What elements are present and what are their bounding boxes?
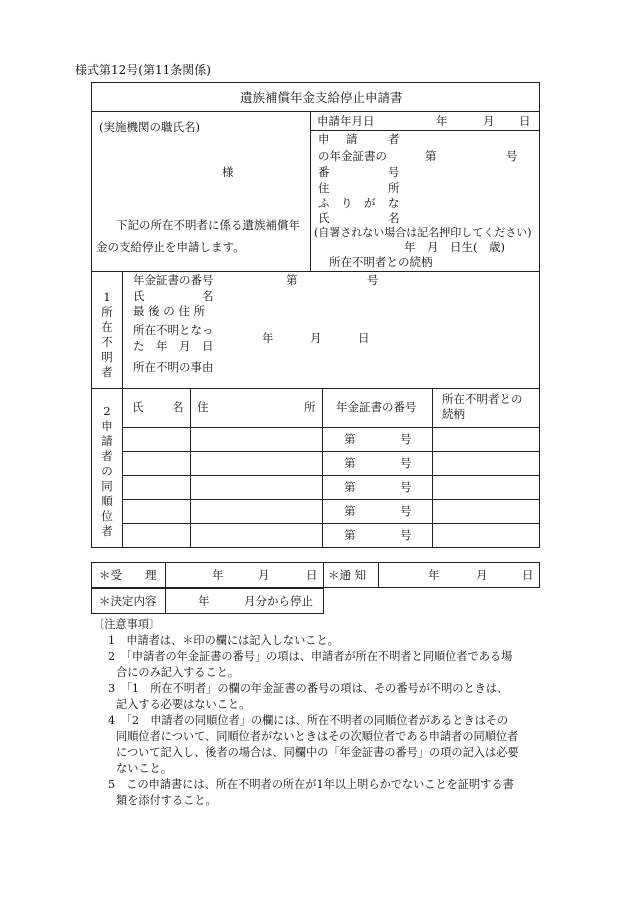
line-sec1-bottom [91,388,540,389]
missing-reason-label: 所在不明の事由 [133,360,214,374]
note-line: 3 「1 所在不明者」の欄の年金証書の番号の項は、その番号が不明のときは、 [108,682,509,695]
missing-name-1: 氏 [133,289,145,303]
missing-last-address-label: 最 後 の 住 所 [133,304,206,318]
notes-heading: 〔注意事項〕 [93,618,161,631]
relation-to-missing-label: 所在不明者との続柄 [329,255,433,269]
applicant-cert-go: 号 [506,149,518,163]
note-line: 4 「2 申請者の同順位者」の欄には、所在不明者の同順位者があるときはその [108,714,509,727]
sec2-row1-dai: 第 [344,432,356,446]
applicant-address-2: 所 [388,181,400,195]
section2-label: 2 申請者の同順位者 [101,404,113,538]
notified-label: ＊通 知 [328,568,367,582]
sec2-row-line-4 [122,499,540,500]
office-receipt-div-2 [323,562,324,588]
section1-label: 1 所在不明者 [101,290,113,379]
line-top-divider [310,111,311,271]
application-date-day: 日 [519,114,531,128]
note-line: 合にのみ記入すること。 [116,666,240,679]
received-label: ＊受 理 [99,568,157,582]
sama-label: 様 [222,165,234,179]
office-receipt-div-3 [378,562,379,588]
sec2-row4-go: 号 [400,504,412,518]
missing-cert-label: 年金証書の番号 [133,273,214,287]
application-date-year: 年 [436,114,448,128]
notified-year: 年 [428,568,440,582]
decision-label: ＊決定内容 [99,594,157,608]
applicant-name-1: 氏 [318,211,330,225]
received-year: 年 [212,568,224,582]
applicant-cert-dai: 第 [425,149,437,163]
sec2-row4-dai: 第 [344,504,356,518]
note-line: 1 申請者は、＊印の欄には記入しないこと。 [108,634,339,647]
notified-month: 月 [476,568,488,582]
line-date-bottom [310,130,540,131]
form-title: 遺族補償年金支給停止申請書 [240,90,403,105]
line-title-bottom [91,111,540,112]
applicant-label-2: 請 [346,132,358,146]
sec2-row-line-1 [122,427,540,428]
missing-date-label-1: 所在不明となっ [133,323,214,337]
sec2-row2-go: 号 [400,456,412,470]
missing-cert-go: 号 [367,273,379,287]
applicant-furigana-4: な [388,196,400,210]
decision-div [165,588,166,614]
received-day: 日 [306,568,318,582]
notified-day: 日 [522,568,534,582]
sec2-row-line-2 [122,451,540,452]
applicant-furigana-2: り [341,196,353,210]
addressee-label: (実施機関の職氏名) [99,120,200,134]
missing-date-day: 日 [358,331,370,345]
office-receipt-div-1 [165,562,166,588]
missing-date-year: 年 [262,331,274,345]
request-text-line1: 下記の所在不明者に係る遺族補償年 [116,218,300,232]
sec2-row3-go: 号 [400,480,412,494]
sec2-row3-dai: 第 [344,480,356,494]
decision-stop-from: 年 月分から停止 [198,594,313,608]
received-month: 月 [258,568,270,582]
application-date-month: 月 [483,114,495,128]
missing-cert-dai: 第 [286,273,298,287]
note-line: 記入する必要はないこと。 [116,698,251,711]
applicant-furigana-3: が [364,196,376,210]
form-number: 様式第12号(第11条関係) [75,63,211,77]
sec2-row1-go: 号 [400,432,412,446]
applicant-birthdate: 年 月 日生( 歳) [404,240,505,254]
note-line: 類を添付すること。 [116,794,217,807]
note-line: について記入し、後者の場合は、同欄中の「年金証書の番号」の項の記入は必要 [116,746,519,759]
sec2-header-address-2: 所 [304,400,316,414]
applicant-cert-label: の年金証書の [318,149,387,163]
applicant-furigana-1: ふ [318,196,330,210]
note-line: 同順位者について、同順位者がないときはその次順位者である申請者の同順位者 [116,730,519,743]
sec2-row-line-3 [122,475,540,476]
applicant-number-2: 号 [388,165,400,179]
sec2-header-name-1: 氏 [132,400,144,414]
applicant-label-3: 者 [388,132,400,146]
sec2-header-relation-2: 続柄 [442,407,465,421]
missing-name-2: 名 [202,289,214,303]
applicant-label-1: 申 [318,132,330,146]
seal-note: (自署されない場合は記名押印してください) [314,226,532,239]
sec2-row-line-5 [122,523,540,524]
sec2-row5-go: 号 [400,528,412,542]
applicant-name-2: 名 [388,211,400,225]
missing-date-month: 月 [310,331,322,345]
sec2-row2-dai: 第 [344,456,356,470]
note-line: 5 この申請書には、所在不明者の所在が1年以上明らかでないことを証明する書 [108,778,514,791]
sec2-header-cert: 年金証書の番号 [336,400,417,414]
line-sec1-label [122,271,123,547]
sec2-header-relation-1: 所在不明者との [442,392,523,406]
sec2-header-address-1: 住 [197,400,209,414]
line-top-section-bottom [91,271,540,272]
request-text-line2: 金の支給停止を申請します。 [96,240,245,254]
note-line: ないこと。 [116,762,172,775]
sec2-row5-dai: 第 [344,528,356,542]
applicant-number-1: 番 [318,165,330,179]
application-date-label: 申請年月日 [317,114,375,128]
missing-date-label-2: た 年 月 日 [133,339,214,353]
sec2-header-name-2: 名 [172,400,184,414]
note-line: 2 「申請者の年金証書の番号」の項は、申請者が所在不明者と同順位者である場 [108,650,513,663]
applicant-address-1: 住 [318,181,330,195]
